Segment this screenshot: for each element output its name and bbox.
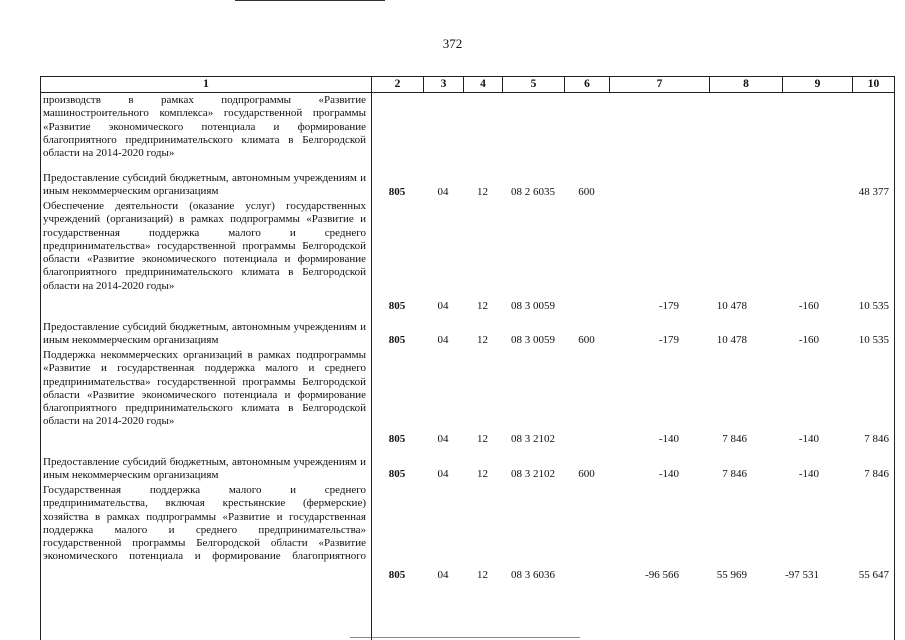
cell-col-8: 10 478 (716, 334, 747, 346)
cell-target-item: 08 3 6036 (511, 569, 555, 581)
cell-col-7: -140 (658, 468, 679, 480)
cell-target-item: 08 2 6035 (511, 186, 555, 198)
cell-section: 04 (437, 433, 449, 445)
cell-col-8: 7 846 (722, 468, 747, 480)
table-row (40, 468, 895, 482)
row-description: Государственная поддержка малого и среднего предпринимательства, включая крестьянские (фермерские) хозяйства в рамках подпрограммы «Развитие и государственная поддержка малого и среднего предпринимательства» государственной программы Белгородской области «Развитие экономического потенциала и формирование благоприятного (43, 484, 366, 563)
cell-subsection: 12 (477, 334, 488, 346)
table-left-border (40, 93, 41, 640)
cell-subsection: 12 (477, 186, 488, 198)
header-col-1: 1 (41, 77, 372, 92)
cell-section: 04 (437, 468, 449, 480)
table-row (40, 569, 895, 583)
cell-col-7: -140 (658, 433, 679, 445)
cell-col-10: 7 846 (864, 433, 889, 445)
cell-ministry: 805 (388, 186, 406, 198)
cell-col-10: 55 647 (858, 569, 889, 581)
page-number: 372 (442, 36, 463, 51)
cell-expense-type: 600 (578, 468, 595, 480)
cell-col-9: -160 (798, 334, 819, 346)
cell-ministry: 805 (388, 433, 406, 445)
table-row (40, 300, 895, 314)
cell-section: 04 (437, 334, 449, 346)
header-col-2: 2 (372, 77, 424, 92)
cell-section: 04 (437, 300, 449, 312)
cell-target-item: 08 3 0059 (511, 334, 555, 346)
cell-target-item: 08 3 0059 (511, 300, 555, 312)
cell-col-8: 55 969 (716, 569, 747, 581)
table-row (40, 433, 895, 447)
header-col-9: 9 (783, 77, 853, 92)
column-divider (371, 93, 372, 640)
cell-col-8: 10 478 (716, 300, 747, 312)
cell-col-10: 48 377 (858, 186, 889, 198)
cell-col-9: -140 (798, 468, 819, 480)
cell-col-10: 10 535 (858, 334, 889, 346)
cell-subsection: 12 (477, 569, 488, 581)
cell-col-7: -179 (658, 334, 679, 346)
row-description: Обеспечение деятельности (оказание услуг) государственных учреждений (организаций) в рамках подпрограммы «Развитие и государственная поддержка малого и среднего предпринимательства» государственной программы Белгородской области «Развитие экономического потенциала и формирование благоприятного предпринимательского климата в Белгородской области на 2014-2020 годы» (43, 200, 366, 292)
cell-col-7: -179 (658, 300, 679, 312)
cell-col-9: -160 (798, 300, 819, 312)
cell-ministry: 805 (388, 569, 406, 581)
cell-col-9: -97 531 (785, 569, 819, 581)
cell-col-10: 7 846 (864, 468, 889, 480)
table-right-border (894, 93, 895, 640)
header-col-10: 10 (867, 78, 880, 90)
cell-target-item: 08 3 2102 (511, 468, 555, 480)
table-header (40, 76, 895, 93)
cell-subsection: 12 (477, 433, 488, 445)
cell-target-item: 08 3 2102 (511, 433, 555, 445)
cell-ministry: 805 (388, 334, 406, 346)
cell-col-8: 7 846 (722, 433, 747, 445)
row-description: Предоставление субсидий бюджетным, автономным учреждениям и иным некоммерческим организациям (43, 172, 366, 198)
cell-section: 04 (437, 186, 449, 198)
scan-artifact-top (235, 0, 385, 1)
table-row (40, 334, 895, 348)
header-col-7: 7 (610, 77, 710, 92)
row-description: Предоставление субсидий бюджетным, автономным учреждениям и иным некоммерческим организациям (43, 321, 366, 347)
row-description: производств в рамках подпрограммы «Развитие машиностроительного комплекса» государственной программы «Развитие экономического потенциала и формирование благоприятного предпринимательского климата в Белгородской области на 2014-2020 годы» (43, 94, 366, 160)
cell-col-7: -96 566 (645, 569, 679, 581)
cell-section: 04 (437, 569, 449, 581)
row-description: Поддержка некоммерческих организаций в рамках подпрограммы «Развитие и государственная поддержка малого и среднего предпринимательства» государственной программы Белгородской области «Развитие экономического потенциала и формирование благоприятного предпринимательского климата в Белгородской области на 2014-2020 годы» (43, 349, 366, 428)
cell-subsection: 12 (477, 468, 488, 480)
header-col-3: 3 (424, 77, 464, 92)
cell-col-9: -140 (798, 433, 819, 445)
table-row (40, 186, 895, 200)
header-col-5: 5 (503, 77, 565, 92)
header-col-8: 8 (710, 77, 783, 92)
budget-table (40, 76, 895, 640)
row-description: Предоставление субсидий бюджетным, автономным учреждениям и иным некоммерческим организациям (43, 456, 366, 482)
cell-expense-type: 600 (578, 186, 595, 198)
cell-expense-type: 600 (578, 334, 595, 346)
header-col-4: 4 (464, 77, 503, 92)
cell-col-10: 10 535 (858, 300, 889, 312)
cell-ministry: 805 (388, 468, 406, 480)
cell-subsection: 12 (477, 300, 488, 312)
cell-ministry: 805 (388, 300, 406, 312)
header-col-6: 6 (565, 77, 610, 92)
